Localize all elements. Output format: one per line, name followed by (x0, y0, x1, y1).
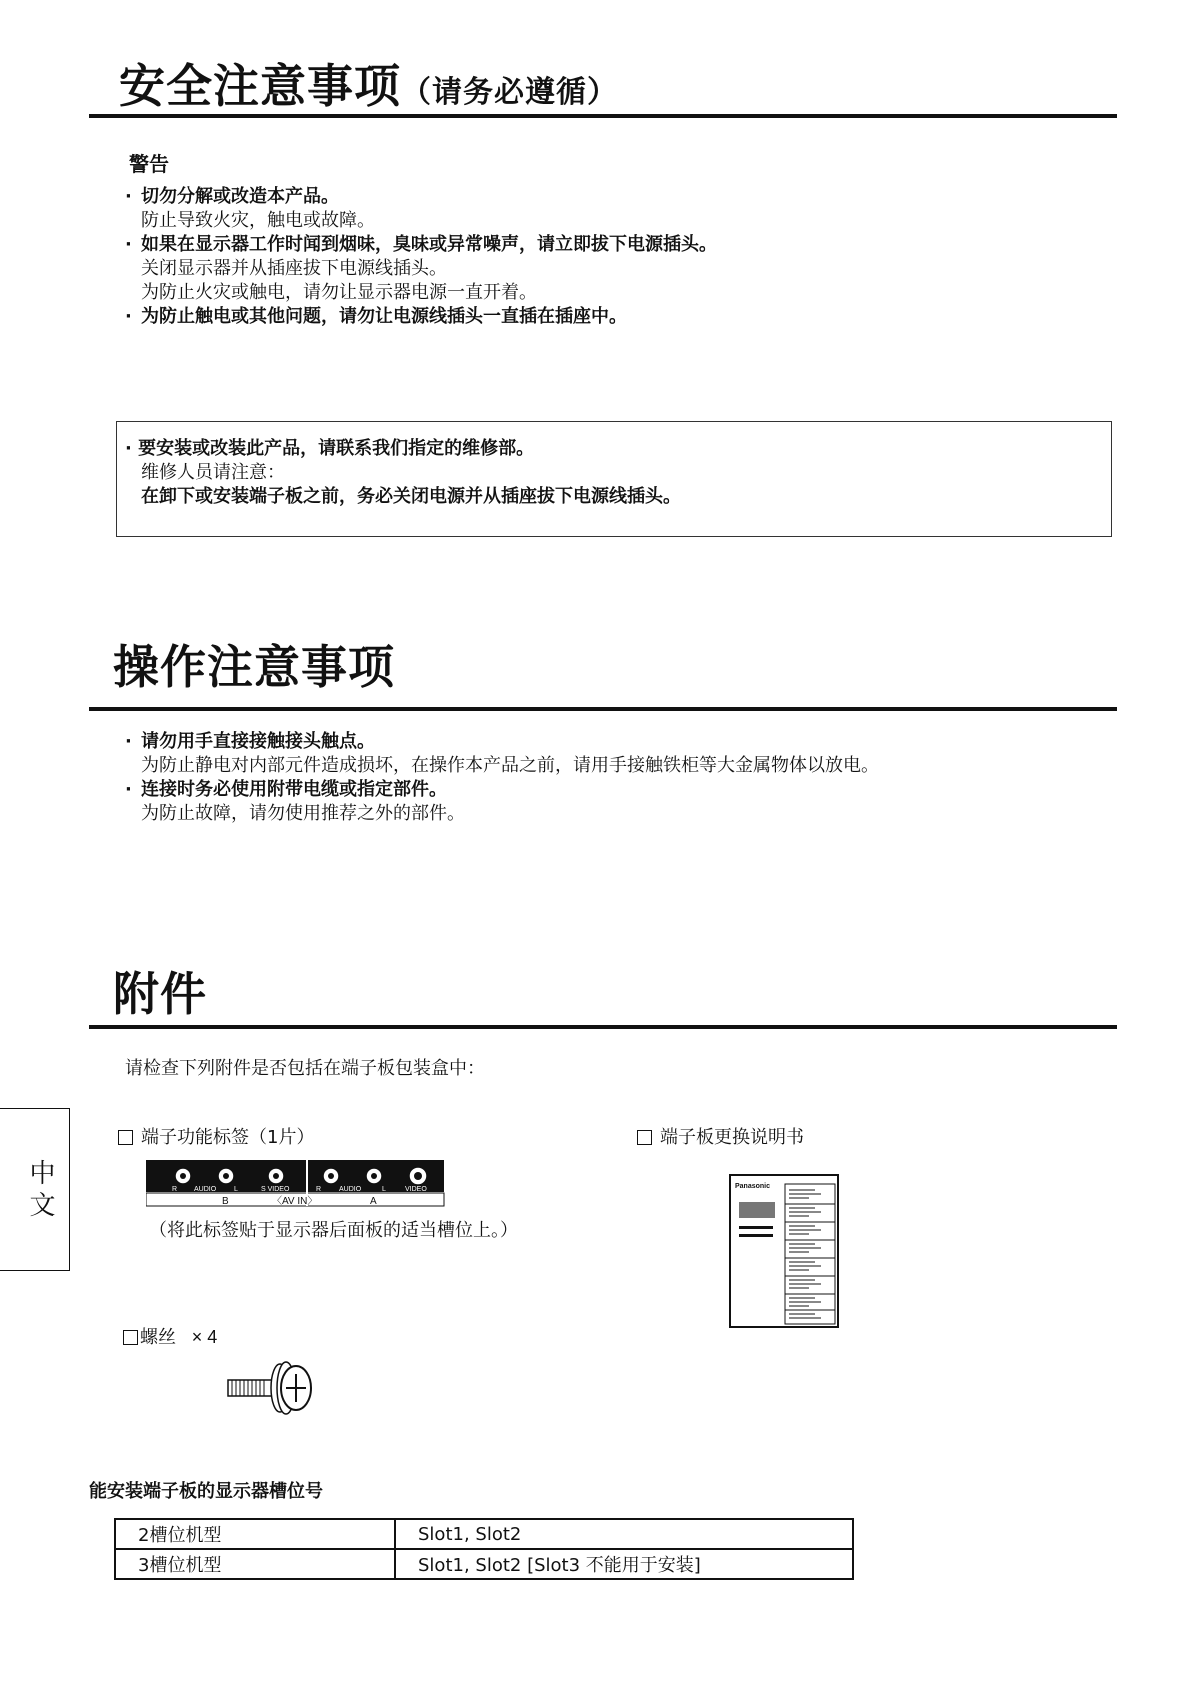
list-item (125, 188, 339, 206)
slots-cell: Slot1, Slot2 (395, 1519, 853, 1549)
table-row (115, 1549, 853, 1579)
operation-title: 操作注意事项 (113, 640, 395, 694)
label-a-audio: AUDIO (339, 1186, 362, 1193)
manual-item (637, 1129, 804, 1147)
operation-rule (89, 707, 1117, 711)
label-item-text: 端子功能标签（1片） (141, 1127, 315, 1148)
accessories-intro: 请检查下列附件是否包括在端子板包装盒中： (125, 1058, 485, 1079)
label-a-r: R (316, 1186, 322, 1193)
slots-heading: 能安装端子板的显示器槽位号 (89, 1481, 323, 1502)
model-cell: 2槽位机型 (115, 1519, 395, 1549)
label-note: （将此标签贴于显示器后面板的适当槽位上。） (149, 1220, 518, 1241)
list-item (125, 781, 447, 799)
list-item-text: 为防止火灾或触电，请勿让显示器电源一直开着。 (141, 282, 537, 303)
bullet: · (125, 731, 132, 752)
notice-line: 在卸下或安装端子板之前，务必关闭电源并从插座拔下电源线插头。 (141, 486, 681, 507)
screw-icon (226, 1360, 318, 1416)
manual-item-text: 端子板更换说明书 (660, 1127, 804, 1148)
list-item (125, 805, 465, 823)
screw-qty: × 4 (191, 1327, 218, 1347)
list-item (125, 212, 375, 230)
bullet: · (125, 234, 132, 255)
label-a: A (370, 1196, 377, 1207)
list-item (125, 757, 879, 775)
list-item (125, 236, 717, 254)
manual-brand: Panasonic (735, 1183, 771, 1190)
accessories-title: 附件 (113, 967, 207, 1021)
slots-table (114, 1518, 854, 1580)
label-b-svideo: S VIDEO (261, 1186, 290, 1193)
list-item (125, 260, 447, 278)
list-item (125, 284, 537, 302)
checkbox-icon (637, 1130, 652, 1145)
label-b: B (222, 1196, 229, 1207)
table-row (115, 1519, 853, 1549)
terminal-label-graphic (146, 1160, 446, 1208)
accessories-rule (89, 1025, 1117, 1029)
list-item-text: 防止导致火灾，触电或故障。 (141, 210, 375, 231)
safety-title-note: （请务必遵循） (401, 75, 618, 110)
list-item-text: 为防止静电对内部元件造成损坏，在操作本产品之前，请用手接触铁柜等大金属物体以放电。 (141, 755, 879, 776)
screw-item-text: 螺丝 (140, 1327, 176, 1348)
manual-booklet-icon (729, 1174, 839, 1329)
label-b-r: R (172, 1186, 178, 1193)
bullet: · (125, 186, 132, 207)
list-item-text: 为防止触电或其他问题，请勿让电源线插头一直插在插座中。 (141, 306, 627, 327)
label-a-video: VIDEO (405, 1186, 427, 1193)
language-tab-label: 中文 (25, 1159, 55, 1223)
bullet: · (125, 779, 132, 800)
label-a-l: L (382, 1186, 386, 1193)
bullet: · (125, 306, 132, 327)
checkbox-icon (123, 1330, 138, 1345)
language-tab (0, 1108, 70, 1271)
list-item-text: 为防止故障，请勿使用推荐之外的部件。 (141, 803, 465, 824)
list-item-text: 连接时务必使用附带电缆或指定部件。 (141, 779, 447, 800)
list-item-text: 切勿分解或改造本产品。 (141, 186, 339, 207)
list-item-text: 请勿用手直接接触接头触点。 (141, 731, 375, 752)
label-b-audio: AUDIO (194, 1186, 217, 1193)
slots-cell: Slot1, Slot2 [Slot3 不能用于安装] (395, 1549, 853, 1579)
safety-title (119, 59, 618, 113)
list-item-text: 如果在显示器工作时闻到烟味，臭味或异常噪声，请立即拔下电源插头。 (141, 234, 717, 255)
screw-item (123, 1328, 217, 1347)
label-av-in: 〈AV IN〉 (272, 1196, 318, 1207)
list-item (125, 733, 375, 751)
warning-heading: 警告 (129, 152, 169, 176)
label-item (118, 1129, 314, 1147)
label-b-l: L (234, 1186, 238, 1193)
notice-line: · 要安装或改装此产品，请联系我们指定的维修部。 (125, 438, 535, 459)
service-notice-box (116, 421, 1112, 537)
checkbox-icon (118, 1130, 133, 1145)
safety-title-text: 安全注意事项 (119, 59, 401, 113)
safety-rule (89, 114, 1117, 118)
list-item (125, 308, 627, 326)
list-item-text: 关闭显示器并从插座拔下电源线插头。 (141, 258, 447, 279)
notice-line: 维修人员请注意： (141, 462, 285, 483)
model-cell: 3槽位机型 (115, 1549, 395, 1579)
